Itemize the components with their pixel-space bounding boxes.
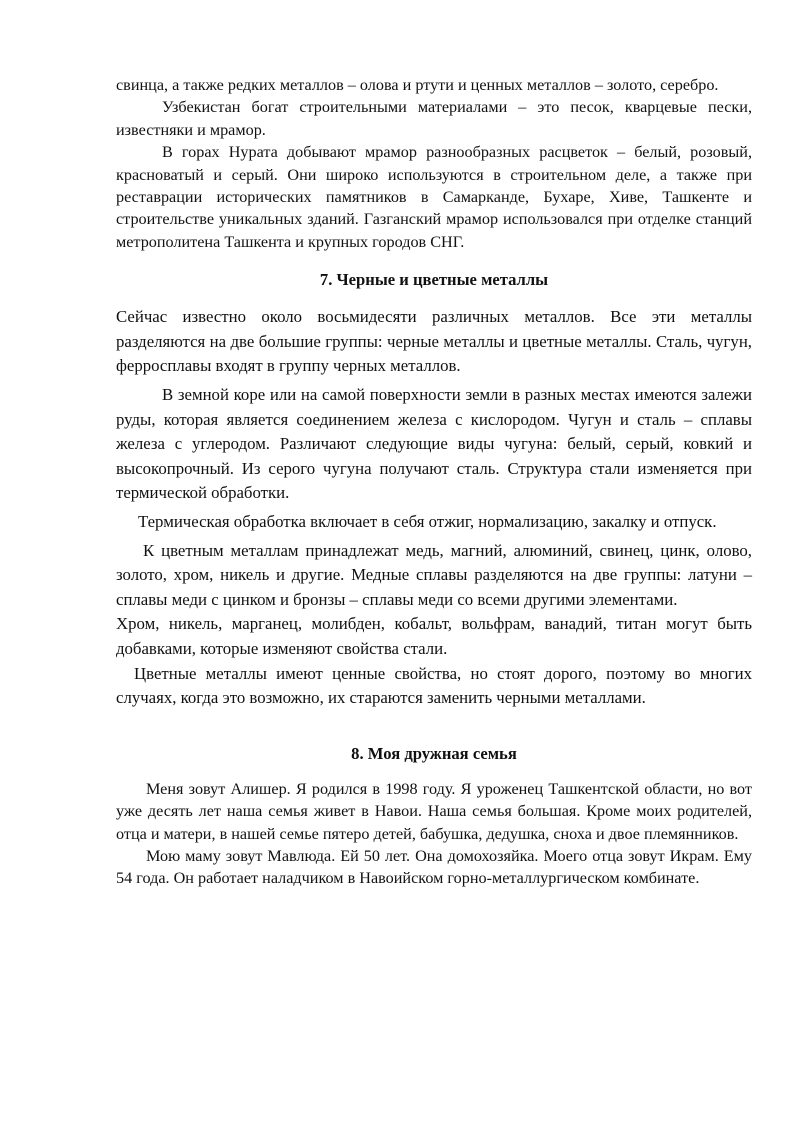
- document-page: [116, 74, 752, 890]
- section-8-paragraph-1: Меня зовут Алишер. Я родился в 1998 году. Я уроженец Ташкентской области, но вот уже десять лет наша семья живет в Навои. Наша семья большая. Кроме моих родителей, отца и матери, в нашей семье пятеро детей, бабушка, дедушка, сноха и двое племянников.: [116, 779, 752, 843]
- section-7-paragraph-3: Термическая обработка включает в себя отжиг, нормализацию, закалку и отпуск.: [138, 512, 717, 531]
- section-7-paragraph-6: Цветные металлы имеют ценные свойства, но стоят дорого, поэтому во многих случаях, когда это возможно, их стараются заменить черными металлами.: [116, 663, 752, 708]
- intro-paragraph-2: Узбекистан богат строительными материалами – это песок, кварцевые пески, известняки и мрамор.: [116, 98, 752, 139]
- section-7-paragraph-1: Сейчас известно около восьмидесяти различных металлов. Все эти металлы разделяются на две большие группы: черные металлы и цветные металлы. Сталь, чугун, ферросплавы входят в группу черных металлов.: [116, 307, 752, 376]
- intro-paragraph-1: свинца, а также редких металлов – олова и ртути и ценных металлов – золото, серебро.: [116, 76, 719, 94]
- section-7-paragraph-2: В земной коре или на самой поверхности земли в разных местах имеются залежи руды, которая является соединением железа с кислородом. Чугун и сталь – сплавы железа с углеродом. Различают следующие виды чугуна: белый, серый, ковкий и высокопрочный. Из серого чугуна получают сталь. Структура стали изменяется при термической обработки.: [116, 385, 752, 503]
- section-7-heading: 7. Черные и цветные металлы: [319, 270, 549, 290]
- intro-paragraph-3: В горах Нурата добывают мрамор разнообразных расцветок – белый, розовый, красноватый и серый. Они широко используются в строительном деле, а также при реставрации исторических памятников в Самарканде, Бухаре, Хиве, Ташкенте и строительстве уникальных зданий. Газганский мрамор использовался при отделке станций метрополитена Ташкента и крупных городов СНГ.: [116, 143, 752, 251]
- section-8-heading: 8. Моя дружная семья: [351, 743, 517, 763]
- section-7-paragraph-5: Хром, никель, марганец, молибден, кобальт, вольфрам, ванадий, титан могут быть добавками, которые изменяют свойства стали.: [116, 614, 752, 658]
- section-7-paragraph-4: К цветным металлам принадлежат медь, магний, алюминий, свинец, цинк, олово, золото, хром, никель и другие. Медные сплавы разделяются на две группы: латуни – сплавы меди с цинком и бронзы – сплавы меди со всеми другими элементами.: [116, 540, 752, 609]
- section-8-paragraph-2: Мою маму зовут Мавлюда. Ей 50 лет. Она домохозяйка. Моего отца зовут Икрам. Ему 54 года. Он работает наладчиком в Навоийском горно-металлургическом комбинате.: [116, 846, 752, 888]
